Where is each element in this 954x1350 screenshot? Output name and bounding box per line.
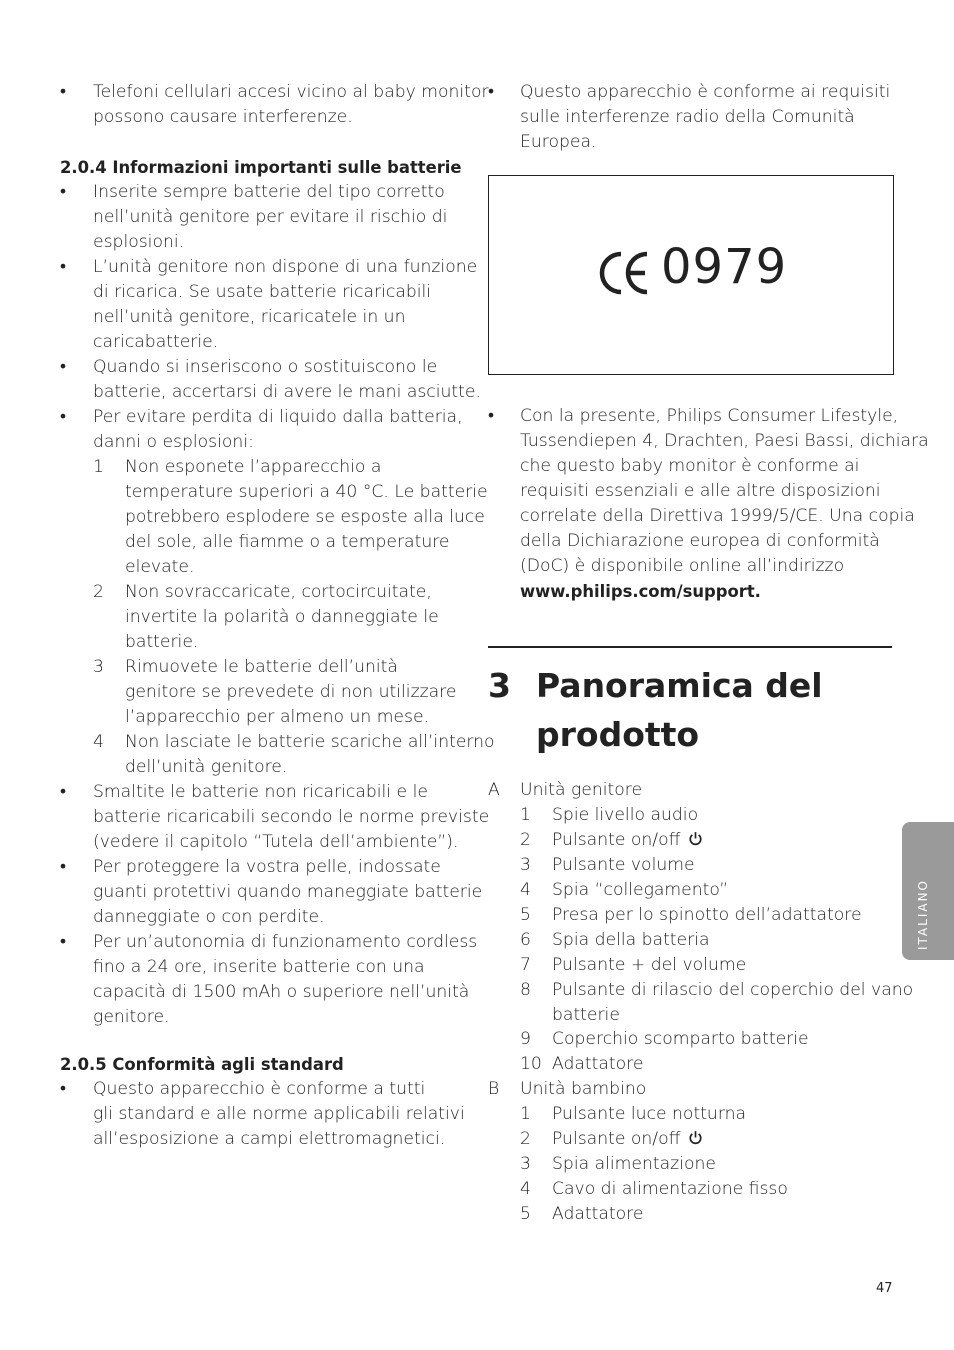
section-label: Unità genitore bbox=[520, 780, 643, 800]
bullet-dot: • bbox=[60, 782, 67, 802]
text-line: di ricarica. Se usate batterie ricaricabili bbox=[93, 282, 432, 302]
text-line: Per proteggere la vostra pelle, indossate bbox=[93, 857, 441, 877]
ce-mark-box bbox=[488, 175, 894, 375]
item-text: batterie bbox=[552, 1005, 620, 1025]
text-line: Tussendiepen 4, Drachten, Paesi Bassi, dichiara bbox=[520, 431, 929, 451]
item-text: Pulsante volume bbox=[552, 855, 695, 875]
page-number: 47 bbox=[876, 1281, 893, 1296]
text-line: Europea. bbox=[520, 132, 597, 152]
text-line: dell’unità genitore. bbox=[125, 757, 288, 777]
text-line: Smaltite le batterie non ricaricabili e le bbox=[93, 782, 428, 802]
text-line: requisiti essenziali e alle altre disposizioni bbox=[520, 481, 881, 501]
item-text: Adattatore bbox=[552, 1054, 644, 1074]
support-url[interactable]: www.philips.com/support. bbox=[520, 582, 761, 601]
item-text: Pulsante di rilascio del coperchio del vano bbox=[552, 980, 914, 1000]
text-line: l’apparecchio per almeno un mese. bbox=[125, 707, 430, 727]
text-line: elevate. bbox=[125, 557, 195, 577]
item-number: 5 bbox=[520, 905, 531, 925]
section-label: Unità bambino bbox=[520, 1079, 647, 1099]
text-line: del sole, alle fiamme o a temperature bbox=[125, 532, 450, 552]
text-line: Non esponete l’apparecchio a bbox=[125, 457, 382, 477]
text-line: gli standard e alle norme applicabili relativi bbox=[93, 1104, 465, 1124]
item-number: 5 bbox=[520, 1204, 531, 1224]
bullet-dot: • bbox=[60, 82, 67, 102]
ce-logo bbox=[599, 250, 651, 296]
text-line: Questo apparecchio è conforme ai requisiti bbox=[520, 82, 891, 102]
text-line: batterie, accertarsi di avere le mani asciutte. bbox=[93, 382, 481, 402]
text-line: Questo apparecchio è conforme a tutti bbox=[93, 1079, 426, 1099]
bullet-dot: • bbox=[488, 82, 495, 102]
notified-body-number: 0979 bbox=[661, 239, 788, 295]
text-line: correlate della Direttiva 1999/5/CE. Una copia bbox=[520, 506, 915, 526]
item-text: Adattatore bbox=[552, 1204, 644, 1224]
text-line: caricabatterie. bbox=[93, 332, 219, 352]
text-line: danni o esplosioni: bbox=[93, 432, 254, 452]
section-heading-standards: 2.0.5 Conformità agli standard bbox=[60, 1055, 344, 1074]
language-tab bbox=[902, 822, 954, 960]
bullet-dot: • bbox=[60, 182, 67, 202]
item-number: 2 bbox=[520, 1129, 531, 1149]
item-number: 1 bbox=[520, 1104, 531, 1124]
text-line: Per evitare perdita di liquido dalla batteria, bbox=[93, 407, 463, 427]
item-number: 1 bbox=[520, 805, 531, 825]
text-line: (vedere il capitolo “Tutela dell’ambiente”). bbox=[93, 832, 459, 852]
item-text: Presa per lo spinotto dell’adattatore bbox=[552, 905, 862, 925]
text-line: Per un’autonomia di funzionamento cordless bbox=[93, 932, 478, 952]
text-line: capacità di 1500 mAh o superiore nell’unità bbox=[93, 982, 470, 1002]
text-line: L’unità genitore non dispone di una funzione bbox=[93, 257, 478, 277]
list-number: 3 bbox=[93, 657, 104, 677]
text-line: Non sovraccaricate, cortocircuitate, bbox=[125, 582, 432, 602]
item-number: 4 bbox=[520, 1179, 531, 1199]
text-line: danneggiate o con perdite. bbox=[93, 907, 325, 927]
bullet-dot: • bbox=[60, 407, 67, 427]
item-number: 4 bbox=[520, 880, 531, 900]
section-letter: A bbox=[488, 780, 500, 800]
bullet-dot: • bbox=[60, 357, 67, 377]
item-text: Coperchio scomparto batterie bbox=[552, 1029, 809, 1049]
text-line: nell’unità genitore per evitare il rischio di bbox=[93, 207, 448, 227]
item-row-power bbox=[552, 828, 703, 853]
text-line: batterie ricaricabili secondo le norme previste bbox=[93, 807, 490, 827]
text-line: temperature superiori a 40 °C. Le batterie bbox=[125, 482, 488, 502]
text-line: Non lasciate le batterie scariche all’interno bbox=[125, 732, 495, 752]
text-line: della Dichiarazione europea di conformità bbox=[520, 531, 880, 551]
text-line: potrebbero esplodere se esposte alla luce bbox=[125, 507, 485, 527]
text-line: sulle interferenze radio della Comunità bbox=[520, 107, 855, 127]
item-text: Pulsante on/off bbox=[552, 830, 681, 850]
text-line: genitore. bbox=[93, 1007, 170, 1027]
text-line: all’esposizione a campi elettromagnetici. bbox=[93, 1129, 446, 1149]
bullet-dot: • bbox=[488, 406, 495, 426]
item-row-power bbox=[552, 1127, 703, 1152]
item-number: 3 bbox=[520, 855, 531, 875]
section-heading-batteries: 2.0.4 Informazioni importanti sulle batterie bbox=[60, 158, 462, 177]
power-icon bbox=[688, 1130, 703, 1145]
item-number: 2 bbox=[520, 830, 531, 850]
chapter-title-line: prodotto bbox=[536, 715, 700, 754]
text-line: genitore se prevedete di non utilizzare bbox=[125, 682, 457, 702]
item-text: Spia della batteria bbox=[552, 930, 710, 950]
item-text: Pulsante on/off bbox=[552, 1129, 681, 1149]
power-icon bbox=[688, 831, 703, 846]
section-letter: B bbox=[488, 1079, 500, 1099]
item-text: Spia alimentazione bbox=[552, 1154, 716, 1174]
list-number: 4 bbox=[93, 732, 104, 752]
item-text: Spie livello audio bbox=[552, 805, 699, 825]
text-line: (DoC) è disponibile online all’indirizzo bbox=[520, 556, 845, 576]
language-tab-label: ITALIANO bbox=[916, 878, 930, 950]
list-number: 1 bbox=[93, 457, 104, 477]
text-line: Rimuovete le batterie dell’unità bbox=[125, 657, 398, 677]
text-line: guanti protettivi quando maneggiate batterie bbox=[93, 882, 483, 902]
item-number: 6 bbox=[520, 930, 531, 950]
bullet-dot: • bbox=[60, 257, 67, 277]
chapter-title-line: Panoramica del bbox=[536, 666, 823, 705]
item-text: Pulsante luce notturna bbox=[552, 1104, 747, 1124]
item-number: 9 bbox=[520, 1029, 531, 1049]
bullet-dot: • bbox=[60, 932, 67, 952]
text-line: Quando si inseriscono o sostituiscono le bbox=[93, 357, 438, 377]
text-line: fino a 24 ore, inserite batterie con una bbox=[93, 957, 425, 977]
text-line: Telefoni cellulari accesi vicino al baby monitor bbox=[93, 82, 489, 102]
text-line: Con la presente, Philips Consumer Lifestyle, bbox=[520, 406, 899, 426]
text-line: invertite la polarità o danneggiate le bbox=[125, 607, 439, 627]
item-number: 3 bbox=[520, 1154, 531, 1174]
bullet-dot: • bbox=[60, 857, 67, 877]
text-line: Inserite sempre batterie del tipo corretto bbox=[93, 182, 445, 202]
item-number: 8 bbox=[520, 980, 531, 1000]
item-text: Cavo di alimentazione fisso bbox=[552, 1179, 788, 1199]
text-line: esplosioni. bbox=[93, 232, 185, 252]
list-number: 2 bbox=[93, 582, 104, 602]
item-number: 7 bbox=[520, 955, 531, 975]
item-text: Spia “collegamento” bbox=[552, 880, 729, 900]
text-line: nell’unità genitore, ricaricatele in un bbox=[93, 307, 406, 327]
chapter-number: 3 bbox=[488, 666, 511, 705]
bullet-dot: • bbox=[60, 1079, 67, 1099]
text-line: che questo baby monitor è conforme ai bbox=[520, 456, 860, 476]
item-number: 10 bbox=[520, 1054, 542, 1074]
chapter-rule bbox=[488, 646, 892, 648]
item-text: Pulsante + del volume bbox=[552, 955, 747, 975]
text-line: batterie. bbox=[125, 632, 199, 652]
text-line: possono causare interferenze. bbox=[93, 107, 353, 127]
